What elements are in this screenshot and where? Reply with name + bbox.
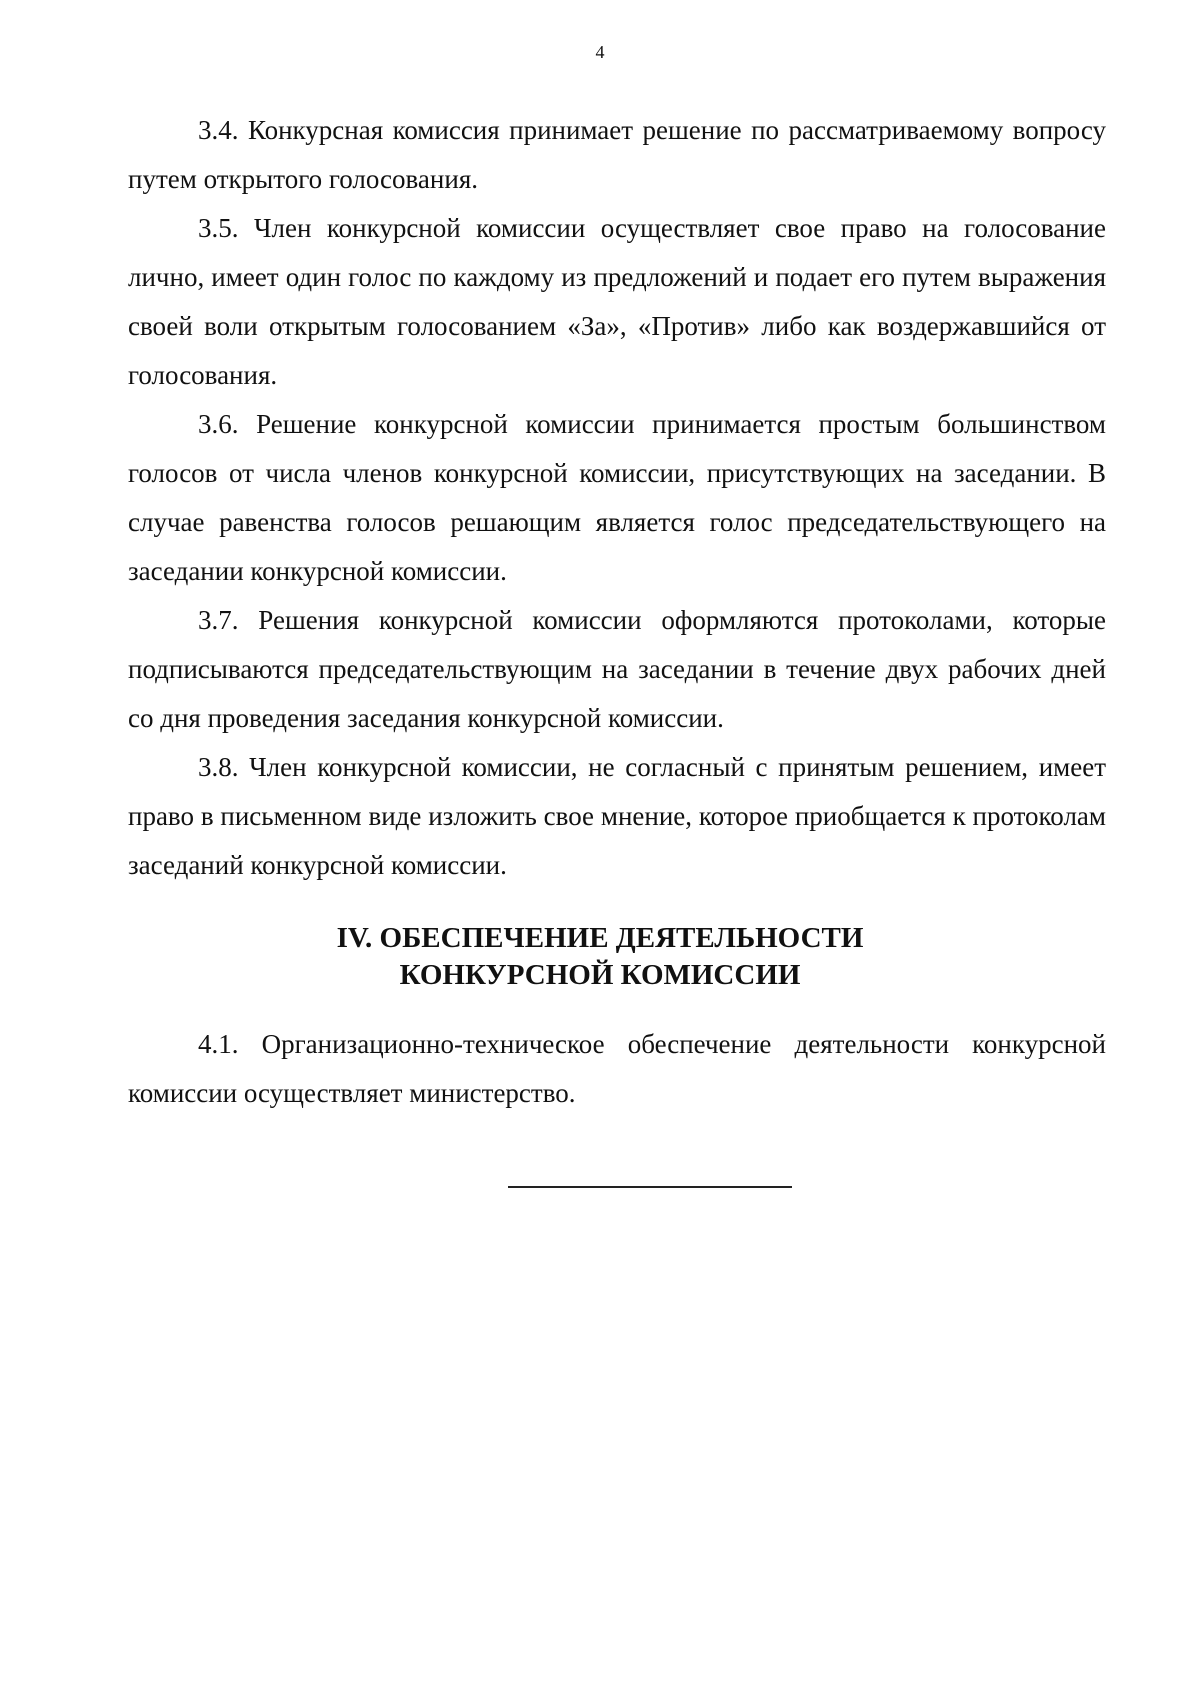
paragraph-3-7: 3.7. Решения конкурсной комиссии оформляются протоколами, которые подписываются председательствующим на заседании в течение двух рабочих дней со дня проведения заседания конкурсной комиссии. (128, 605, 1106, 733)
end-of-document-rule (508, 1186, 792, 1188)
paragraph-4-1: 4.1. Организационно-техническое обеспечение деятельности конкурсной комиссии осуществляет министерство. (128, 1029, 1106, 1108)
section-4-heading (0, 920, 1200, 994)
paragraph-3-5: 3.5. Член конкурсной комиссии осуществляет свое право на голосование лично, имеет один голос по каждому из предложений и подает его путем выражения своей воли открытым голосованием «За», «Против» либо как воздержавшийся от голосования. (128, 213, 1106, 390)
page-number: 4 (595, 42, 605, 62)
section-3-body (128, 106, 1106, 890)
section-4-heading-line-1: IV. ОБЕСПЕЧЕНИЕ ДЕЯТЕЛЬНОСТИ (336, 922, 864, 954)
section-4-heading-line-2: КОНКУРСНОЙ КОМИССИИ (399, 959, 801, 991)
paragraph-3-6: 3.6. Решение конкурсной комиссии принимается простым большинством голосов от числа членов конкурсной комиссии, присутствующих на заседании. В случае равенства голосов решающим является голос председательствующего на заседании конкурсной комиссии. (128, 409, 1106, 586)
paragraph-3-4: 3.4. Конкурсная комиссия принимает решение по рассматриваемому вопросу путем открытого голосования. (128, 115, 1106, 194)
paragraph-3-8: 3.8. Член конкурсной комиссии, не согласный с принятым решением, имеет право в письменном виде изложить свое мнение, которое приобщается к протоколам заседаний конкурсной комиссии. (128, 752, 1106, 880)
section-4-body (128, 1020, 1106, 1118)
